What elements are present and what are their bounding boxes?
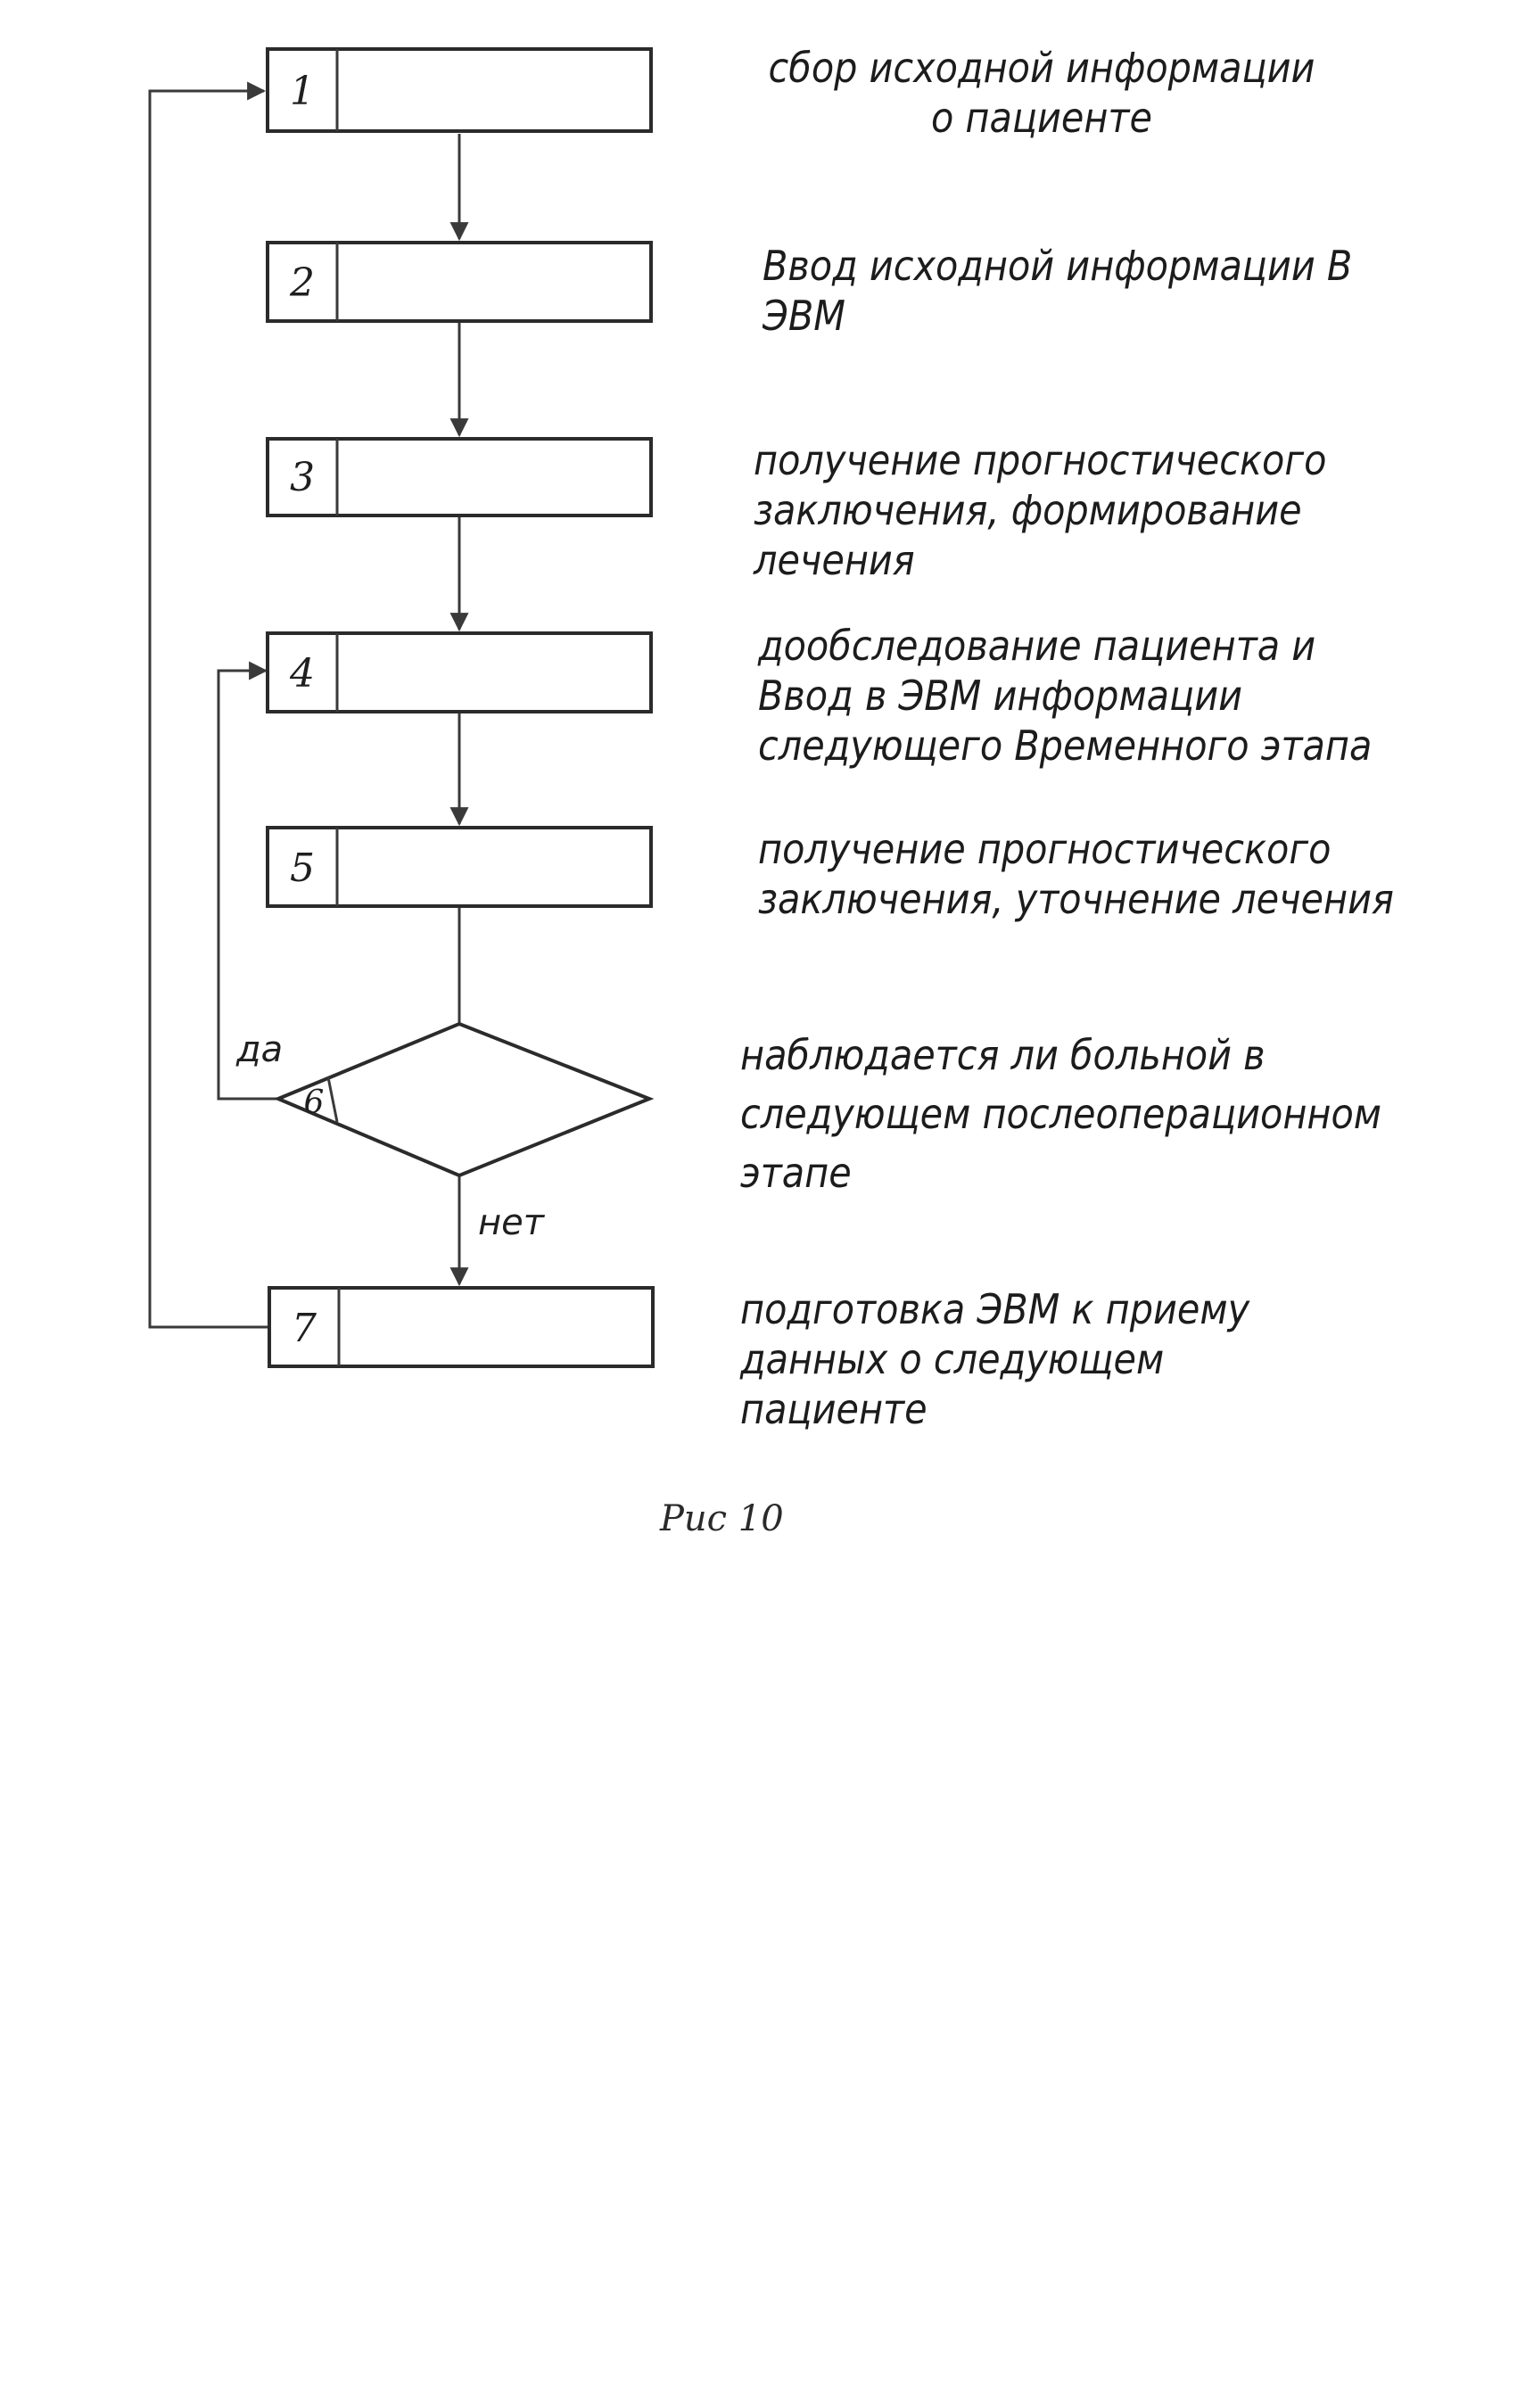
step-description-1: сбор исходной информации о пациенте	[768, 44, 1315, 142]
step-box-4	[268, 633, 651, 712]
step-description-7: подготовка ЭВМ к приему данных о следующем пациенте	[740, 1285, 1250, 1433]
decision-diamond	[278, 1024, 649, 1175]
yes-label: да	[236, 1029, 284, 1070]
figure-caption: Рис 10	[660, 1498, 784, 1539]
step-box-1	[268, 49, 651, 131]
decision-number: 6	[303, 1084, 325, 1121]
no-label: нет	[478, 1202, 545, 1243]
decision-description: наблюдается ли больной в следующем послеоперационном этапе	[740, 1031, 1382, 1197]
step-box-7	[269, 1288, 653, 1366]
step-number: 2	[290, 260, 315, 306]
step-description-3: получение прогностического заключения, формирование лечения	[754, 436, 1327, 584]
step-number: 7	[292, 1306, 317, 1351]
step-box-3	[268, 439, 651, 515]
step-description-2: Ввод исходной информации В ЭВМ	[763, 242, 1353, 340]
step-description-5: получение прогностического заключения, уточнение лечения	[758, 825, 1394, 923]
step-number: 5	[290, 845, 315, 891]
step-box-2	[268, 243, 651, 321]
return-loop-arrow	[150, 91, 269, 1327]
step-number: 3	[290, 455, 315, 500]
step-number: 1	[290, 69, 315, 114]
step-description-4: дообследование пациента и Ввод в ЭВМ информации следующего Временного этапа	[758, 622, 1373, 770]
step-number: 4	[290, 651, 315, 697]
step-box-5	[268, 828, 651, 906]
